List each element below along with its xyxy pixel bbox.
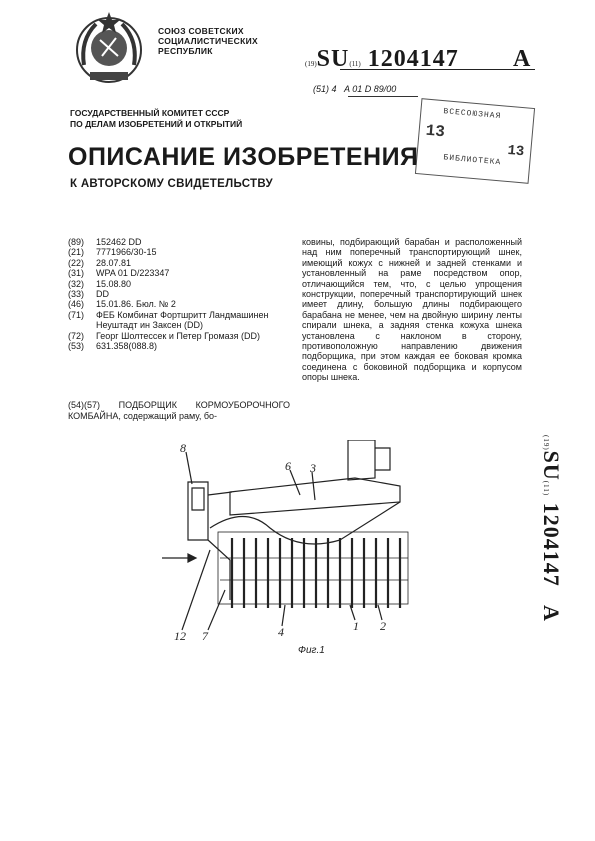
biblio-text: Георг Шолтессек и Петер Громазя (DD): [96, 330, 261, 341]
biblio-row: [68, 289, 290, 299]
library-stamp: [415, 98, 535, 184]
label-3: 3: [310, 461, 316, 475]
biblio-text: DD: [96, 289, 109, 300]
code-11: (11): [349, 60, 361, 68]
stamp-number: 13: [424, 121, 446, 142]
stamp-number: 13: [506, 142, 525, 161]
biblio-code: (21): [68, 247, 85, 258]
abstract-continuation: ковины, подбирающий барабан и расположенный над ним поперечный транспортирующий шнек, имеющий кожух с нижней и задней стенками и установленный на раме посредством опор, отличающийся тем, что, с целью упрощения конструкции, поперечный транспортирующий шнек имеет длину, большую длины подбирающего барабана не менее, чем на двойную ширину ленты спирали шнека, а задняя стенка кожуха шнека установлена с наклоном в сторону, противоположную направлению движения подборщика, при этом каждая ее боковая кромка соединена с боковиной подборщика и корпусом опоры шнека.: [302, 237, 522, 383]
code-19: (19): [542, 435, 550, 451]
figure-caption: Фиг.1: [298, 645, 325, 656]
stamp-line: БИБЛИОТЕКА: [443, 153, 502, 168]
biblio-row: [68, 247, 290, 257]
biblio-row: [68, 237, 290, 247]
committee-line: ГОСУДАРСТВЕННЫЙ КОМИТЕТ СССР: [70, 108, 230, 118]
biblio-code: (71): [68, 309, 85, 320]
divider: [348, 96, 418, 97]
biblio-text: 152462 DD: [96, 237, 142, 247]
union-name: [158, 26, 258, 56]
label-6: 6: [285, 459, 291, 473]
technical-drawing: [150, 440, 420, 660]
bibliographic-data: [68, 237, 290, 351]
committee-line: ПО ДЕЛАМ ИЗОБРЕТЕНИЙ И ОТКРЫТИЙ: [70, 119, 243, 129]
biblio-row: [68, 341, 290, 351]
biblio-row: [68, 310, 290, 331]
divider: [340, 69, 535, 70]
document-subtitle: К АВТОРСКОМУ СВИДЕТЕЛЬСТВУ: [70, 178, 273, 190]
country-code: SU: [316, 46, 350, 72]
biblio-code: (89): [68, 237, 85, 247]
biblio-row: [68, 331, 290, 341]
label-12: 12: [174, 629, 186, 643]
label-2: 2: [380, 619, 386, 633]
patent-number: 1204147: [539, 502, 564, 587]
label-7: 7: [202, 629, 208, 643]
label-4: 4: [278, 625, 284, 639]
auger-support: [348, 440, 375, 480]
biblio-code: (31): [68, 268, 85, 279]
union-line: СОЦИАЛИСТИЧЕСКИХ: [158, 36, 258, 46]
code-11: (11): [542, 480, 550, 497]
biblio-text: 15.01.86. Бюл. № 2: [96, 299, 176, 310]
pickup-tines: [232, 538, 400, 608]
biblio-text: 631.358(088.8): [96, 341, 158, 352]
ipc-classification: [313, 84, 396, 94]
biblio-row: [68, 299, 290, 309]
union-line: СОЮЗ СОВЕТСКИХ: [158, 26, 244, 36]
ipc-code: (51) 4: [313, 84, 337, 94]
biblio-text: 7771966/30-15: [96, 247, 157, 258]
biblio-code: (53): [68, 341, 85, 352]
biblio-text: WPA 01 D/223347: [96, 268, 170, 279]
ipc-value: A 01 D 89/00: [344, 84, 397, 94]
kind-code: A: [513, 46, 531, 72]
biblio-row: [68, 279, 290, 289]
side-bracket: [188, 482, 208, 540]
biblio-code: (32): [68, 278, 85, 289]
committee-name: [70, 108, 242, 130]
biblio-text: 28.07.81: [96, 257, 132, 268]
ussr-emblem-icon: [70, 10, 148, 86]
country-code: SU: [539, 450, 564, 481]
biblio-code: (22): [68, 257, 85, 268]
abstract-start: (54)(57) ПОДБОРЩИК КОРМОУБОРОЧНОГО КОМБАЙНА, содержащий раму, бо-: [68, 400, 290, 421]
biblio-code: (46): [68, 299, 85, 310]
label-8: 8: [180, 441, 186, 455]
rear-wall: [210, 502, 400, 544]
biblio-row: [68, 258, 290, 268]
kind-code: A: [539, 605, 564, 622]
label-1: 1: [353, 619, 359, 633]
biblio-row: [68, 268, 290, 278]
biblio-code: (72): [68, 330, 85, 341]
patent-number: 1204147: [367, 46, 459, 72]
biblio-text: ФЕБ Комбинат Фортшритт Ландмашинен Неуштадт ин Заксен (DD): [96, 309, 269, 331]
biblio-text: 15.08.80: [96, 278, 132, 289]
code-19: (19): [305, 60, 317, 68]
vertical-publication-number: [539, 435, 566, 645]
document-title: ОПИСАНИЕ ИЗОБРЕТЕНИЯ: [68, 143, 419, 171]
biblio-code: (33): [68, 289, 85, 300]
union-line: РЕСПУБЛИК: [158, 46, 213, 56]
stamp-line: ВСЕСОЮЗНАЯ: [443, 107, 502, 122]
